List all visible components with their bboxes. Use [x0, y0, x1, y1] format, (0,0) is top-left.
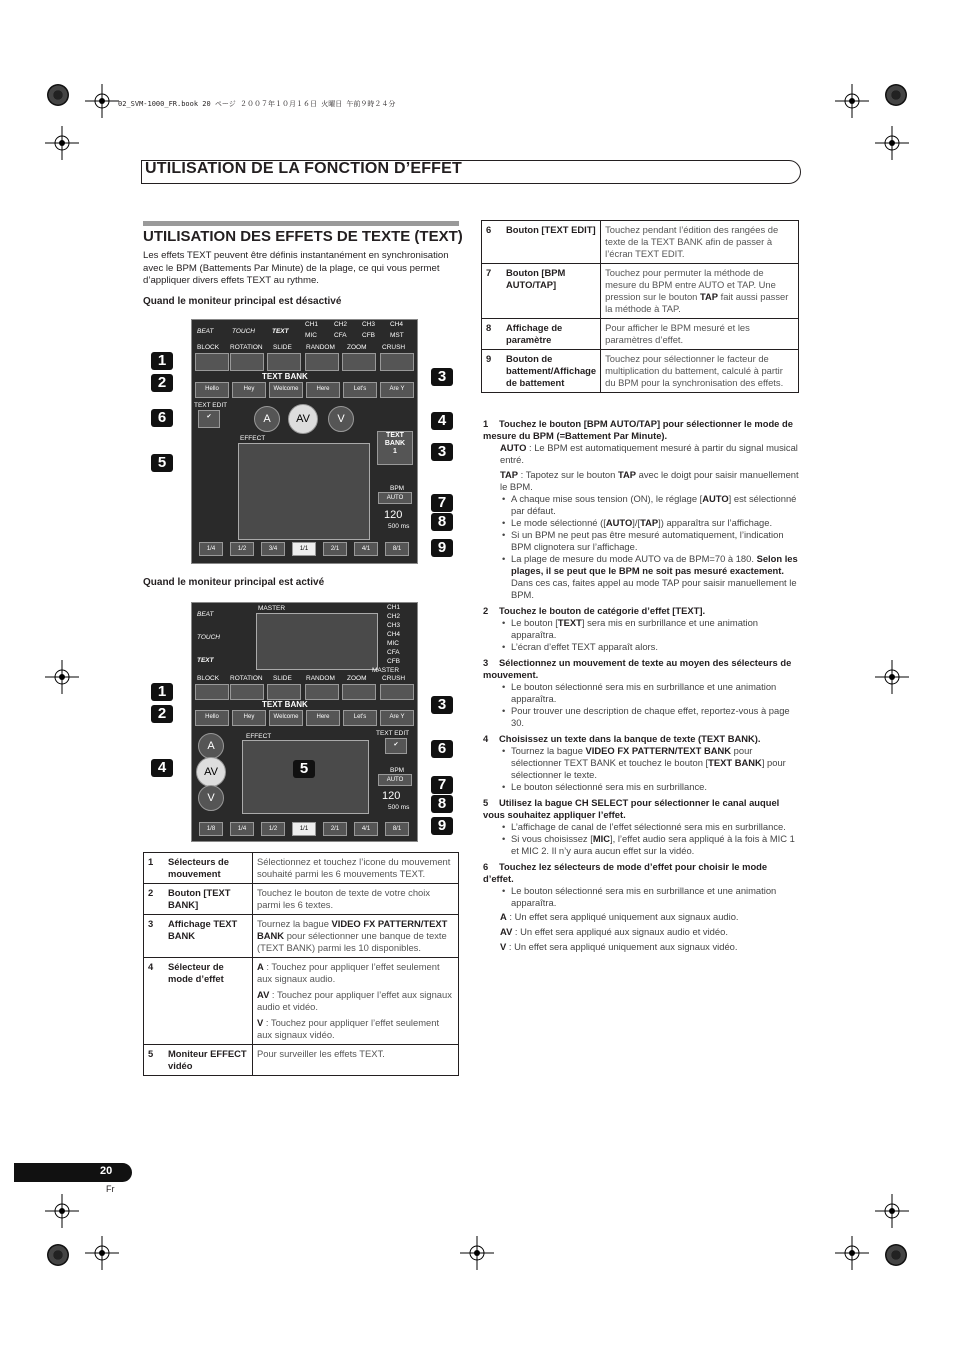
print-target-icon	[47, 1244, 69, 1266]
legend-table-right	[481, 220, 799, 393]
text-bank-button[interactable]: Hello	[195, 382, 229, 398]
mode-av-button[interactable]: AV	[196, 757, 226, 787]
table-row: 7 Bouton [BPM AUTO/TAP] Touchez pour permuter la méthode de mesure du BPM entre AUTO et TAP. Une pression sur le bouton TAP fait aussi passer la méthode à TAP.	[482, 264, 799, 319]
beat-button[interactable]: 8/1	[385, 542, 409, 556]
channel-master: MASTER	[372, 667, 400, 674]
callout-2: 2	[151, 705, 173, 723]
channel-mic: MIC	[305, 332, 317, 339]
movement-block[interactable]: BLOCK	[197, 344, 220, 351]
effect-label: EFFECT	[240, 435, 266, 442]
table-row: 1 Sélecteurs de mouvement Sélectionnez et touchez l’icone du mouvement souhaité parmi les 6 mouvements TEXT.	[144, 853, 459, 884]
channel-cfa: CFA	[334, 332, 347, 339]
category-text[interactable]: TEXT	[272, 328, 289, 335]
table-row: 6 Bouton [TEXT EDIT] Touchez pendant l’édition des rangées de texte de la TEXT BANK afin de passer à l’écran TEXT EDIT.	[482, 221, 799, 264]
movement-icon[interactable]	[380, 353, 414, 371]
channel-ch3: CH3	[362, 321, 376, 328]
text-bank-button[interactable]: Let's	[343, 710, 377, 726]
intro-text: Les effets TEXT peuvent être définis instantanément en synchronisation avec le BPM (Battements Par Minute) de la plage, ce qui vous permet d’appliquer divers effets TEXT au rythme.	[143, 250, 449, 286]
beat-button[interactable]: 2/1	[323, 822, 347, 836]
text-bank-button[interactable]: Are Y	[380, 382, 414, 398]
text-bank-button[interactable]: Hey	[232, 710, 266, 726]
registration-mark-icon	[835, 1236, 869, 1270]
text-bank-button[interactable]: Hey	[232, 382, 266, 398]
print-target-icon	[47, 84, 69, 106]
beat-button[interactable]: 4/1	[354, 542, 378, 556]
master-label: MASTER	[258, 605, 286, 612]
callout-7: 7	[431, 494, 453, 512]
channel-ch4: CH4	[390, 321, 404, 328]
print-target-icon	[885, 84, 907, 106]
callout-4: 4	[151, 759, 173, 777]
beat-button[interactable]: 8/1	[385, 822, 409, 836]
chapter-title: UTILISATION DE LA FONCTION D’EFFET	[145, 160, 463, 177]
text-bank-button[interactable]: Let's	[343, 382, 377, 398]
movement-icon[interactable]	[305, 353, 339, 371]
table-row: 3 Affichage TEXT BANK Tournez la bague VIDEO FX PATTERN/TEXT BANK pour sélectionner une banque de texte (TEXT BANK) parmi les 10 disponibles.	[144, 915, 459, 958]
table-row: 4 Sélecteur de mode d’effet A : Touchez pour appliquer l’effet seulement aux signaux audio. AV : Touchez pour appliquer l’effet aux signaux audio et vidéo. V : Touchez pour appliquer l’effet seulement aux signaux vidéo.	[144, 958, 459, 1045]
channel-ch1: CH1	[387, 604, 401, 611]
channel-cfa: CFA	[387, 649, 400, 656]
channel-ch2: CH2	[387, 613, 401, 620]
movement-icon[interactable]	[195, 353, 229, 371]
master-monitor	[256, 613, 378, 670]
movement-crush[interactable]: CRUSH	[382, 675, 406, 682]
print-target-icon	[885, 1244, 907, 1266]
channel-ch3: CH3	[387, 622, 401, 629]
effect-screen-1	[191, 319, 418, 564]
bpm-auto-button[interactable]: AUTO	[378, 774, 412, 786]
category-beat[interactable]: BEAT	[197, 328, 214, 335]
callout-3: 3	[431, 443, 453, 461]
movement-crush[interactable]: CRUSH	[382, 344, 406, 351]
callout-1: 1	[151, 352, 173, 370]
channel-mst: MST	[390, 332, 404, 339]
callout-8: 8	[431, 795, 453, 813]
movement-random[interactable]: RANDOM	[306, 344, 335, 351]
callout-9: 9	[431, 539, 453, 557]
category-beat[interactable]: BEAT	[197, 611, 214, 618]
text-bank-button[interactable]: Welcome	[269, 710, 303, 726]
channel-ch4: CH4	[387, 631, 401, 638]
category-touch[interactable]: TOUCH	[197, 634, 220, 641]
beat-button[interactable]: 1/2	[261, 822, 285, 836]
text-bank-button[interactable]: Here	[306, 710, 340, 726]
movement-rotation[interactable]: ROTATION	[230, 344, 263, 351]
registration-mark-icon	[875, 126, 909, 160]
bpm-label: BPM	[390, 485, 405, 492]
registration-mark-icon	[45, 660, 79, 694]
registration-mark-icon	[835, 84, 869, 118]
section-title: UTILISATION DES EFFETS DE TEXTE (TEXT)	[143, 228, 463, 245]
channel-ch2: CH2	[334, 321, 348, 328]
text-edit-label: TEXT EDIT	[194, 402, 228, 409]
movement-rotation[interactable]: ROTATION	[230, 675, 263, 682]
movement-slide[interactable]: SLIDE	[273, 675, 292, 682]
callout-6: 6	[431, 740, 453, 758]
ms-value: 500 ms	[388, 804, 410, 811]
movement-icon[interactable]	[342, 684, 376, 700]
movement-zoom[interactable]: ZOOM	[347, 344, 367, 351]
text-bank-label: TEXT BANK	[262, 372, 308, 381]
category-touch[interactable]: TOUCH	[232, 328, 255, 335]
text-bank-display: TEXT BANK 1	[377, 431, 413, 465]
text-edit-label: TEXT EDIT	[376, 730, 410, 737]
registration-mark-icon	[45, 126, 79, 160]
callout-1: 1	[151, 683, 173, 701]
text-bank-label: TEXT BANK	[262, 700, 308, 709]
figure-1-caption: Quand le moniteur principal est désactivé	[143, 296, 342, 307]
effect-screen-2	[191, 602, 418, 842]
mode-v-button[interactable]: V	[328, 406, 354, 432]
callout-3: 3	[431, 368, 453, 386]
effect-label: EFFECT	[246, 733, 272, 740]
beat-button[interactable]: 1/2	[230, 542, 254, 556]
table-row: 9 Bouton de battement/Affichage de battement Touchez pour sélectionner le facteur de multiplication du battement, calculé à partir du BPM pour la synchronisation des effets.	[482, 350, 799, 393]
instructions: 1 Touchez le bouton [BPM AUTO/TAP] pour sélectionner le mode de mesure du BPM (=Battement Par Minute). AUTO : Le BPM est automatiquement mesuré à partir du signal musical entré. TAP : Tapotez sur le bouton TAP avec le doigt pour saisir manuellement le BPM. • A chaque mise sous tension (ON), le réglage [AUTO] est sélectionné par défaut. • Le mode sélectionné ([AUTO]/[TAP]) apparaîtra sur l’affichage. • Si un BPM ne peut pas être mesuré automatiquement, l’indication BPM clignotera sur l’affichage. • La plage de mesure du mode AUTO va de BPM=70 à 180. Selon les plages, il se peut que le BPM ne soit pas mesuré exactement. Dans ces cas, faites appel au mode TAP pour saisir manuellement le BPM. 2 Touchez le bouton de catégorie d’effet [TEXT]. • Le bouton [TEXT] sera mis en surbrillance et une animation apparaîtra. • L’écran d’effet TEXT apparaît alors. 3 Sélectionnez un mouvement de texte au moyen des sélecteurs de mouvement. • Le bouton sélectionné sera mis en surbrillance et une animation apparaîtra. • Pour trouver une description de chaque effet, reportez-vous à page 30. 4 Choisissez un texte dans la banque de texte (TEXT BANK). • Tournez la bague VIDEO FX PATTERN/TEXT BANK pour sélectionner TEXT BANK et touchez le bouton [TEXT BANK] pour sélectionner le texte. • Le bouton sélectionné sera mis en surbrillance. 5 Utilisez la bague CH SELECT pour sélectionner le canal auquel vous souhaitez appliquer l’effet. • L’affichage de canal de l’effet sélectionné sera mis en surbrillance. • Si vous choisissez [MIC], l’effet audio sera appliqué à la fois à MIC 1 et MIC 2. Il n’y aura aucun effet sur la vidéo. 6 Touchez lez sélecteurs de mode d’effet pour choisir le mode d’effet. • Le bouton sélectionné sera mis en surbrillance et une animation apparaîtra. A : Un effet sera appliqué uniquement aux signaux audio. AV : Un effet sera appliqué aux signaux audio et vidéo. V : Un effet sera appliqué uniquement aux signaux vidéo.	[483, 414, 799, 953]
registration-mark-icon	[875, 1194, 909, 1228]
beat-button[interactable]: 2/1	[323, 542, 347, 556]
movement-icon[interactable]	[380, 684, 414, 700]
beat-button[interactable]: 4/1	[354, 822, 378, 836]
channel-mic: MIC	[387, 640, 399, 647]
callout-5: 5	[151, 454, 173, 472]
bpm-value: 120	[382, 790, 401, 802]
section-rule	[143, 221, 459, 226]
mode-a-button[interactable]: A	[198, 733, 224, 759]
table-row: 5 Moniteur EFFECT vidéo Pour surveiller les effets TEXT.	[144, 1045, 459, 1076]
movement-icon[interactable]	[267, 684, 301, 700]
bpm-auto-button[interactable]: AUTO	[378, 492, 412, 504]
file-header: 02_SVM-1000_FR.book 20 ページ ２００７年１０月１６日 火曜日 午前９時２４分	[118, 100, 396, 108]
mode-v-button[interactable]: V	[198, 785, 224, 811]
registration-mark-icon	[45, 1194, 79, 1228]
text-bank-button[interactable]: Welcome	[269, 382, 303, 398]
beat-button[interactable]: 3/4	[261, 542, 285, 556]
text-edit-button[interactable]: ✔	[385, 738, 407, 754]
callout-7: 7	[431, 776, 453, 794]
movement-slide[interactable]: SLIDE	[273, 344, 292, 351]
text-bank-button[interactable]: Hello	[195, 710, 229, 726]
movement-icon[interactable]	[195, 684, 229, 700]
mode-a-button[interactable]: A	[254, 406, 280, 432]
callout-4: 4	[431, 412, 453, 430]
legend-table-left	[143, 852, 459, 1076]
text-bank-button[interactable]: Are Y	[380, 710, 414, 726]
channel-ch1: CH1	[305, 321, 319, 328]
movement-icon[interactable]	[230, 684, 264, 700]
mode-av-button[interactable]: AV	[288, 404, 318, 434]
callout-9: 9	[431, 817, 453, 835]
movement-icon[interactable]	[342, 353, 376, 371]
beat-button[interactable]: 1/4	[199, 542, 223, 556]
beat-button[interactable]: 1/1	[292, 822, 316, 836]
beat-button[interactable]: 1/1	[292, 542, 316, 556]
table-row: 8 Affichage de paramètre Pour afficher le BPM mesuré et les paramètres d’effet.	[482, 319, 799, 350]
channel-cfb: CFB	[362, 332, 375, 339]
callout-8: 8	[431, 513, 453, 531]
beat-button[interactable]: 1/8	[199, 822, 223, 836]
figure-2-caption: Quand le moniteur principal est activé	[143, 577, 325, 588]
registration-mark-icon	[460, 1236, 494, 1270]
movement-block[interactable]: BLOCK	[197, 675, 220, 682]
language-code: Fr	[106, 1184, 115, 1194]
registration-mark-icon	[85, 1236, 119, 1270]
callout-3: 3	[431, 696, 453, 714]
ms-value: 500 ms	[388, 523, 410, 530]
page-tab	[14, 1163, 132, 1182]
beat-button[interactable]: 1/4	[230, 822, 254, 836]
movement-zoom[interactable]: ZOOM	[347, 675, 367, 682]
table-row: 2 Bouton [TEXT BANK] Touchez le bouton de texte de votre choix parmi les 6 textes.	[144, 884, 459, 915]
movement-icon[interactable]	[267, 353, 301, 371]
text-bank-button[interactable]: Here	[306, 382, 340, 398]
category-text[interactable]: TEXT	[197, 657, 214, 664]
registration-mark-icon	[875, 660, 909, 694]
movement-icon[interactable]	[305, 684, 339, 700]
page-number: 20	[100, 1165, 113, 1177]
channel-cfb: CFB	[387, 658, 400, 665]
movement-random[interactable]: RANDOM	[306, 675, 335, 682]
bpm-value: 120	[384, 509, 403, 521]
bpm-label: BPM	[390, 767, 405, 774]
callout-6: 6	[151, 409, 173, 427]
effect-monitor	[238, 443, 370, 540]
text-edit-button[interactable]: ✔	[198, 410, 220, 428]
movement-icon[interactable]	[230, 353, 264, 371]
registration-mark-icon	[85, 84, 119, 118]
callout-5: 5	[293, 760, 315, 778]
callout-2: 2	[151, 374, 173, 392]
